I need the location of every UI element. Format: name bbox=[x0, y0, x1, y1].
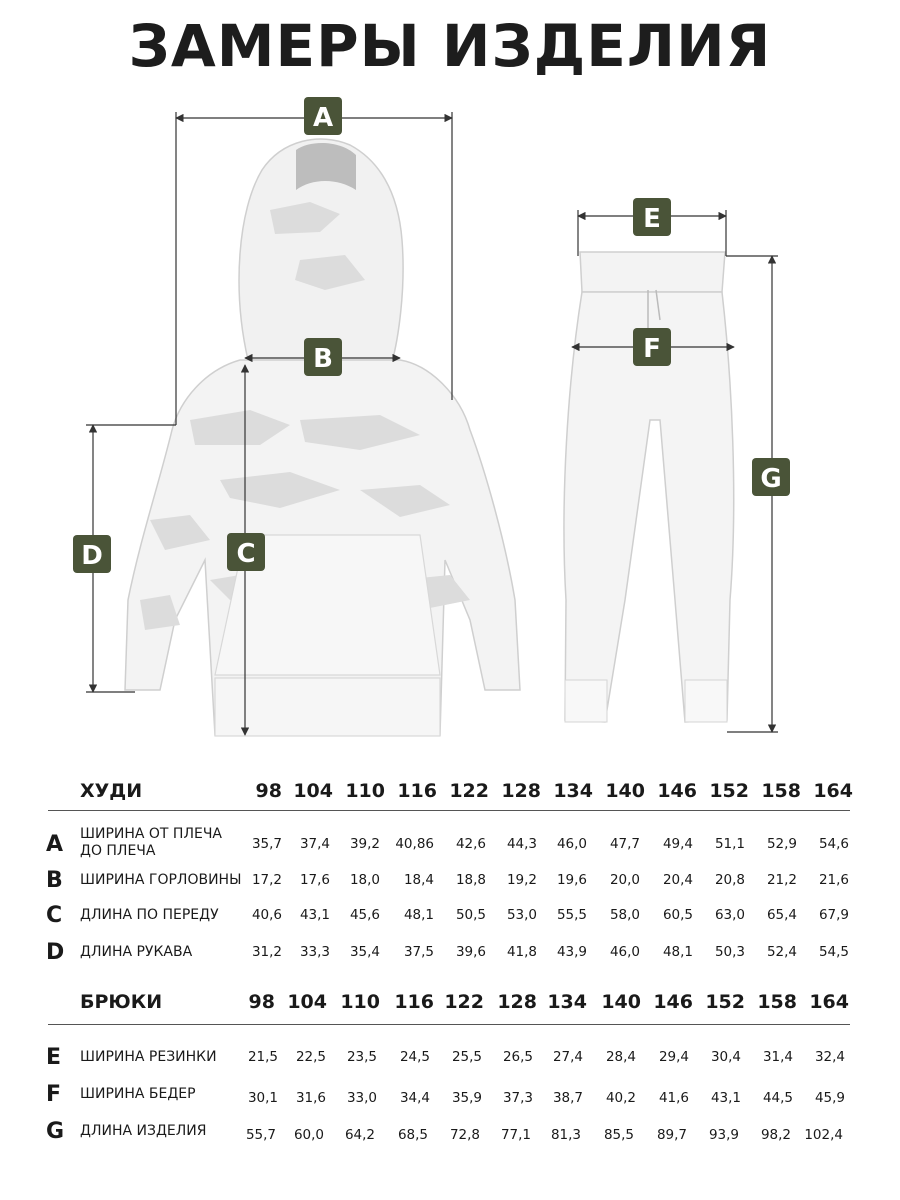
marker-a bbox=[304, 97, 342, 135]
size-header: 122 bbox=[444, 991, 484, 1013]
size-header: 146 bbox=[653, 991, 693, 1013]
cell-value: 64,2 bbox=[344, 1127, 375, 1143]
pants-header-row bbox=[0, 991, 900, 1021]
cell-value: 93,9 bbox=[708, 1127, 739, 1143]
cell-value: 21,5 bbox=[247, 1049, 278, 1065]
cell-value: 20,8 bbox=[714, 872, 745, 888]
size-header: 152 bbox=[705, 991, 745, 1013]
cell-value: 55,7 bbox=[245, 1127, 276, 1143]
cell-value: 18,0 bbox=[349, 872, 380, 888]
cell-value: 41,6 bbox=[658, 1090, 689, 1106]
table-row bbox=[0, 870, 900, 900]
cell-value: 44,3 bbox=[506, 836, 537, 852]
marker-d bbox=[73, 535, 111, 573]
size-header: 128 bbox=[497, 991, 537, 1013]
table-row bbox=[0, 942, 900, 972]
cell-value: 102,4 bbox=[804, 1127, 843, 1143]
cell-value: 33,0 bbox=[346, 1090, 377, 1106]
hoodie-header-row bbox=[0, 780, 900, 810]
size-header: 164 bbox=[813, 780, 853, 802]
svg-text:B: B bbox=[313, 344, 333, 374]
cell-value: 29,4 bbox=[658, 1049, 689, 1065]
svg-text:F: F bbox=[643, 334, 661, 364]
cell-value: 43,1 bbox=[710, 1090, 741, 1106]
cell-value: 45,6 bbox=[349, 907, 380, 923]
cell-value: 46,0 bbox=[609, 944, 640, 960]
cell-value: 68,5 bbox=[397, 1127, 428, 1143]
size-header: 152 bbox=[709, 780, 749, 802]
cell-value: 31,4 bbox=[762, 1049, 793, 1065]
size-header: 134 bbox=[547, 991, 587, 1013]
table-row bbox=[0, 1121, 900, 1151]
size-header: 134 bbox=[553, 780, 593, 802]
cell-value: 51,1 bbox=[714, 836, 745, 852]
cell-value: 60,0 bbox=[293, 1127, 324, 1143]
cell-value: 53,0 bbox=[506, 907, 537, 923]
cell-value: 25,5 bbox=[451, 1049, 482, 1065]
cell-value: 37,4 bbox=[299, 836, 330, 852]
cell-value: 48,1 bbox=[403, 907, 434, 923]
cell-value: 85,5 bbox=[603, 1127, 634, 1143]
cell-value: 35,7 bbox=[251, 836, 282, 852]
size-header: 140 bbox=[605, 780, 645, 802]
size-header: 98 bbox=[255, 780, 282, 802]
hoodie-illustration bbox=[125, 139, 520, 736]
cell-value: 17,2 bbox=[251, 872, 282, 888]
size-header: 158 bbox=[757, 991, 797, 1013]
cell-value: 35,4 bbox=[349, 944, 380, 960]
cell-value: 40,2 bbox=[605, 1090, 636, 1106]
size-header: 128 bbox=[501, 780, 541, 802]
row-label: ДЛИНА РУКАВА bbox=[80, 944, 193, 960]
cell-value: 41,8 bbox=[506, 944, 537, 960]
svg-text:D: D bbox=[81, 541, 103, 571]
cell-value: 43,1 bbox=[299, 907, 330, 923]
cell-value: 32,4 bbox=[814, 1049, 845, 1065]
cell-value: 26,5 bbox=[502, 1049, 533, 1065]
cell-value: 65,4 bbox=[766, 907, 797, 923]
size-header: 110 bbox=[340, 991, 380, 1013]
size-header: 110 bbox=[345, 780, 385, 802]
svg-text:E: E bbox=[643, 204, 661, 234]
cell-value: 28,4 bbox=[605, 1049, 636, 1065]
size-header: 140 bbox=[601, 991, 641, 1013]
row-letter: F bbox=[46, 1082, 62, 1107]
table-row bbox=[0, 1084, 900, 1114]
cell-value: 30,4 bbox=[710, 1049, 741, 1065]
size-header: 104 bbox=[287, 991, 327, 1013]
svg-text:G: G bbox=[760, 464, 782, 494]
cell-value: 47,7 bbox=[609, 836, 640, 852]
cell-value: 55,5 bbox=[556, 907, 587, 923]
size-header: 122 bbox=[449, 780, 489, 802]
cell-value: 24,5 bbox=[399, 1049, 430, 1065]
cell-value: 81,3 bbox=[550, 1127, 581, 1143]
cell-value: 33,3 bbox=[299, 944, 330, 960]
row-label: ШИРИНА ОТ ПЛЕЧА ДО ПЛЕЧА bbox=[80, 826, 223, 859]
cell-value: 27,4 bbox=[552, 1049, 583, 1065]
row-label: ДЛИНА ПО ПЕРЕДУ bbox=[80, 907, 219, 923]
cell-value: 20,4 bbox=[662, 872, 693, 888]
row-label: ШИРИНА ГОРЛОВИНЫ bbox=[80, 872, 242, 888]
cell-value: 60,5 bbox=[662, 907, 693, 923]
cell-value: 43,9 bbox=[556, 944, 587, 960]
size-header: 146 bbox=[657, 780, 697, 802]
cell-value: 37,3 bbox=[502, 1090, 533, 1106]
cell-value: 42,6 bbox=[455, 836, 486, 852]
cell-value: 37,5 bbox=[403, 944, 434, 960]
row-letter: G bbox=[46, 1119, 65, 1144]
hoodie-section-title: ХУДИ bbox=[80, 780, 143, 802]
cell-value: 72,8 bbox=[449, 1127, 480, 1143]
cell-value: 52,9 bbox=[766, 836, 797, 852]
size-header: 158 bbox=[761, 780, 801, 802]
row-letter: B bbox=[46, 868, 63, 893]
cell-value: 39,2 bbox=[349, 836, 380, 852]
size-header: 164 bbox=[809, 991, 849, 1013]
cell-value: 49,4 bbox=[662, 836, 693, 852]
cell-value: 54,5 bbox=[818, 944, 849, 960]
row-label: ШИРИНА БЕДЕР bbox=[80, 1086, 196, 1102]
marker-c bbox=[227, 533, 265, 571]
cell-value: 67,9 bbox=[818, 907, 849, 923]
svg-text:A: A bbox=[312, 103, 334, 133]
pants-illustration bbox=[564, 252, 734, 722]
cell-value: 20,0 bbox=[609, 872, 640, 888]
cell-value: 18,4 bbox=[403, 872, 434, 888]
cell-value: 50,3 bbox=[714, 944, 745, 960]
cell-value: 38,7 bbox=[552, 1090, 583, 1106]
table-divider bbox=[48, 810, 850, 811]
cell-value: 19,6 bbox=[556, 872, 587, 888]
marker-g bbox=[752, 458, 790, 496]
cell-value: 54,6 bbox=[818, 836, 849, 852]
cell-value: 77,1 bbox=[500, 1127, 531, 1143]
size-header: 116 bbox=[394, 991, 434, 1013]
pants-section-title: БРЮКИ bbox=[80, 991, 163, 1013]
row-letter: D bbox=[46, 940, 65, 965]
row-letter: C bbox=[46, 903, 63, 928]
cell-value: 23,5 bbox=[346, 1049, 377, 1065]
cell-value: 63,0 bbox=[714, 907, 745, 923]
cell-value: 17,6 bbox=[299, 872, 330, 888]
size-header: 116 bbox=[397, 780, 437, 802]
cell-value: 48,1 bbox=[662, 944, 693, 960]
cell-value: 46,0 bbox=[556, 836, 587, 852]
cell-value: 50,5 bbox=[455, 907, 486, 923]
row-letter: E bbox=[46, 1045, 62, 1070]
marker-b bbox=[304, 338, 342, 376]
table-row bbox=[0, 826, 900, 859]
cell-value: 31,6 bbox=[295, 1090, 326, 1106]
page-title: ЗАМЕРЫ ИЗДЕЛИЯ bbox=[128, 12, 772, 80]
cell-value: 21,6 bbox=[818, 872, 849, 888]
cell-value: 52,4 bbox=[766, 944, 797, 960]
cell-value: 30,1 bbox=[247, 1090, 278, 1106]
size-header: 98 bbox=[248, 991, 275, 1013]
marker-f bbox=[633, 328, 671, 366]
cell-value: 34,4 bbox=[399, 1090, 430, 1106]
cell-value: 45,9 bbox=[814, 1090, 845, 1106]
cell-value: 18,8 bbox=[455, 872, 486, 888]
cell-value: 21,2 bbox=[766, 872, 797, 888]
cell-value: 98,2 bbox=[760, 1127, 791, 1143]
cell-value: 58,0 bbox=[609, 907, 640, 923]
table-row bbox=[0, 905, 900, 935]
cell-value: 40,6 bbox=[251, 907, 282, 923]
cell-value: 31,2 bbox=[251, 944, 282, 960]
row-label: ДЛИНА ИЗДЕЛИЯ bbox=[80, 1123, 207, 1139]
cell-value: 19,2 bbox=[506, 872, 537, 888]
cell-value: 39,6 bbox=[455, 944, 486, 960]
size-header: 104 bbox=[293, 780, 333, 802]
svg-text:C: C bbox=[236, 539, 256, 569]
row-label: ШИРИНА РЕЗИНКИ bbox=[80, 1049, 217, 1065]
row-letter: A bbox=[46, 832, 64, 857]
cell-value: 44,5 bbox=[762, 1090, 793, 1106]
cell-value: 40,86 bbox=[395, 836, 434, 852]
cell-value: 22,5 bbox=[295, 1049, 326, 1065]
cell-value: 89,7 bbox=[656, 1127, 687, 1143]
table-row bbox=[0, 1047, 900, 1077]
table-divider bbox=[48, 1024, 850, 1025]
marker-e bbox=[633, 198, 671, 236]
cell-value: 35,9 bbox=[451, 1090, 482, 1106]
